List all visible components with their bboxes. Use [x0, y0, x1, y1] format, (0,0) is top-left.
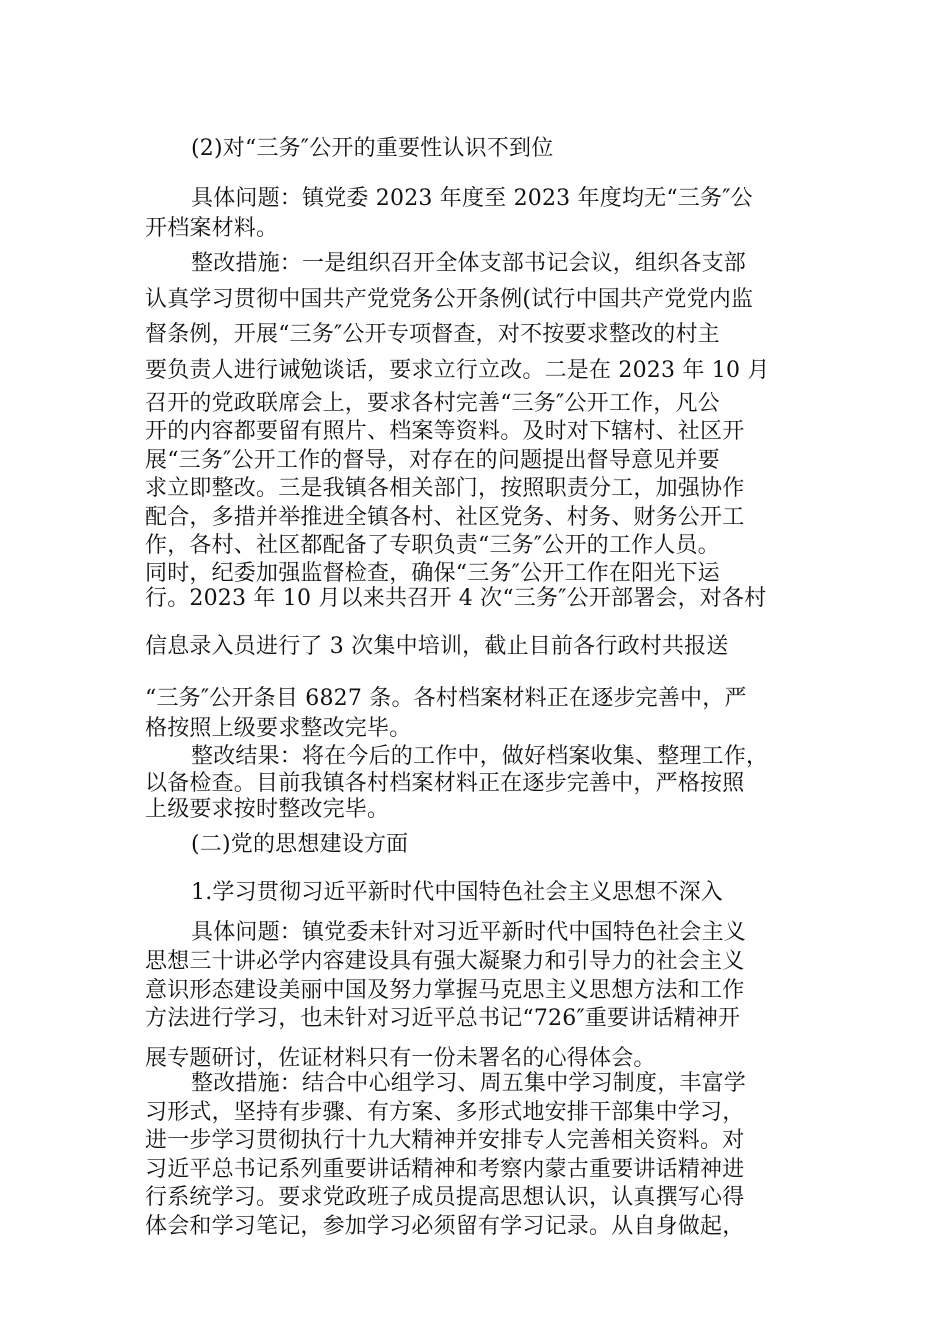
text-line: 方法进行学习，也未针对习近平总书记“726″重要讲话精神开	[145, 1006, 741, 1031]
text-line: 要负责人进行诫勉谈话，要求立行立改。二是在 2023 年 10 月	[145, 357, 770, 383]
text-line: 整改措施：一是组织召开全体支部书记会议，组织各支部	[191, 251, 747, 276]
text-line: 1.学习贯彻习近平新时代中国特色社会主义思想不深入	[191, 880, 723, 905]
text-line: 督条例，开展“三务″公开专项督查，对不按要求整改的村主	[145, 322, 720, 347]
subsection-heading-study	[145, 878, 807, 908]
text-line: 格按照上级要求整改完毕。	[145, 716, 412, 741]
text-line: 习形式，坚持有步骤、有方案、多形式地安排干部集中学习，	[145, 1099, 745, 1125]
text-line: 召开的党政联席会上，要求各村完善“三务″公开工作，凡公	[145, 391, 720, 416]
text-line: 思想三十讲必学内容建设具有强大凝聚力和引导力的社会主义	[145, 949, 745, 974]
text-line: 作，各村、社区都配备了专职负责“三务″公开的工作人员。	[145, 533, 720, 559]
text-line: 行系统学习。要求党政班子成员提高思想认识，认真撰写心得	[145, 1185, 745, 1210]
text-line: 整改措施：结合中心组学习、周五集中学习制度，丰富学	[191, 1071, 747, 1096]
text-line: 配合，多措并举推进全镇各村、社区党务、村务、财务公开工	[145, 504, 745, 530]
measures-paragraph-2	[145, 1070, 807, 1241]
section-heading-ideology	[145, 830, 807, 860]
measures-paragraph-1b	[145, 390, 807, 589]
measures-paragraph-1c	[145, 584, 807, 614]
result-paragraph-1	[145, 744, 807, 824]
text-line: 进一步学习贯彻执行十九大精神并安排专人完善相关资料。对	[145, 1128, 745, 1153]
measures-paragraph-1e	[145, 684, 807, 744]
text-line: “三务″公开条目 6827 条。各村档案材料正在逐步完善中，严	[145, 686, 747, 711]
text-line: 展专题研讨，佐证材料只有一份未署名的心得体会。	[145, 1046, 656, 1071]
text-line: 体会和学习笔记，参加学习必须留有学习记录。从自身做起，	[145, 1213, 745, 1239]
section-heading-three-affairs	[145, 134, 807, 164]
measures-paragraph-1d	[145, 632, 807, 662]
measures-paragraph-1a	[145, 246, 807, 388]
text-line: 展“三务″公开工作的督导，对存在的问题提出督导意见并要	[145, 447, 720, 473]
text-line: 具体问题：镇党委未针对习近平新时代中国特色社会主义	[191, 920, 747, 945]
text-line: 以备检查。目前我镇各村档案材料正在逐步完善中，严格按照	[145, 770, 745, 796]
problem-paragraph-1	[145, 184, 807, 244]
text-line: 信息录入员进行了 3 次集中培训，截止目前各行政村共报送	[145, 634, 729, 659]
text-line: 开档案材料。	[145, 216, 279, 241]
text-line: 上级要求按时整改完毕。	[145, 797, 390, 822]
text-line: 认真学习贯彻中国共产党党务公开条例(试行中国共产党党内监	[145, 286, 754, 312]
text-line: 行。2023 年 10 月以来共召开 4 次“三务″公开部署会，对各村	[145, 586, 767, 611]
text-line: (二)党的思想建设方面	[191, 832, 409, 857]
text-line: 开的内容都要留有照片、档案等资料。及时对下辖村、社区开	[145, 419, 745, 445]
text-line: 求立即整改。三是我镇各相关部门，按照职责分工，加强协作	[145, 476, 745, 502]
text-line: 习近平总书记系列重要讲话精神和考察内蒙古重要讲话精神进	[145, 1156, 745, 1182]
text-line: (2)对“三务″公开的重要性认识不到位	[191, 136, 554, 161]
problem-paragraph-2a	[145, 918, 807, 1005]
text-line: 具体问题：镇党委 2023 年度至 2023 年度均无“三务″公	[191, 186, 753, 211]
problem-paragraph-2b	[145, 1004, 807, 1034]
text-line: 同时，纪委加强监督检查，确保“三务″公开工作在阳光下运	[145, 561, 720, 587]
text-line: 整改结果：将在今后的工作中，做好档案收集、整理工作，	[191, 744, 769, 769]
text-line: 意识形态建设美丽中国及努力掌握马克思主义思想方法和工作	[145, 978, 745, 1003]
